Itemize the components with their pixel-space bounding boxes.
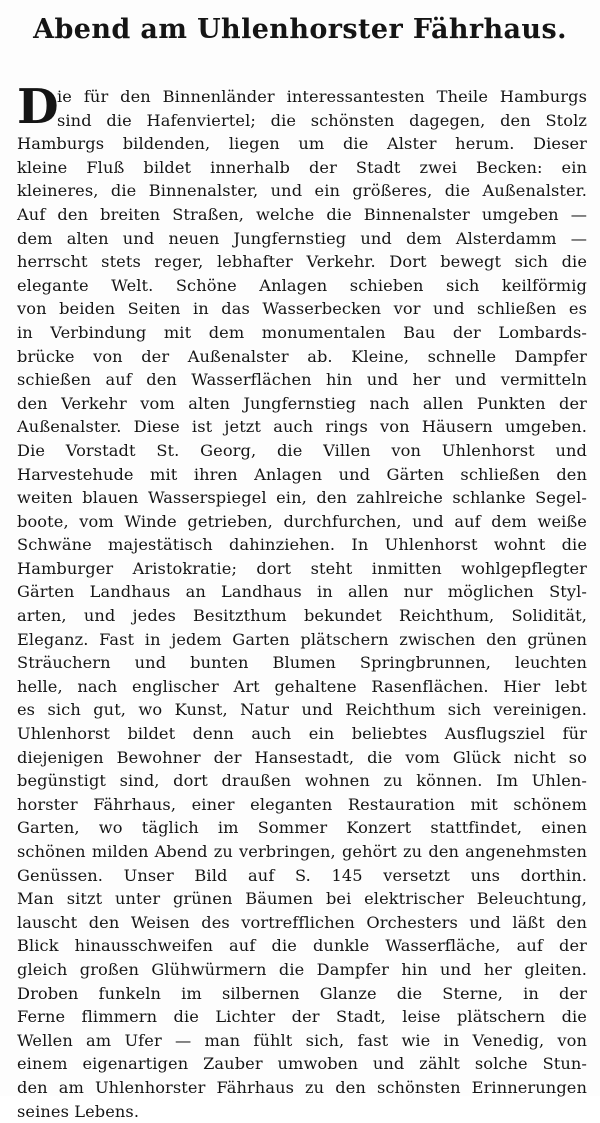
- text-line: Garten, wo täglich im Sommer Konzert stattfindet, einen: [17, 818, 587, 838]
- article-title: Abend am Uhlenhorster Fährhaus.: [33, 14, 567, 45]
- text-line: Man sitzt unter grünen Bäumen bei elektrischer Beleuchtung,: [17, 889, 587, 909]
- text-line: Eleganz. Fast in jedem Garten plätschern zwischen den grünen: [17, 629, 587, 649]
- text-line: Wellen am Ufer — man fühlt sich, fast wie in Venedig, von: [17, 1030, 587, 1050]
- text-line: Ferne flimmern die Lichter der Stadt, leise plätschern die: [17, 1007, 587, 1027]
- article-body: [17, 79, 587, 1123]
- text-line: herrscht stets reger, lebhafter Verkehr. Dort bewegt sich die: [17, 252, 587, 272]
- text-line: schönen milden Abend zu verbringen, gehört zu den angenehmsten: [17, 842, 587, 861]
- text-line: Droben funkeln im silbernen Glanze die Sterne, in der: [17, 983, 587, 1003]
- text-line: ie für den Binnenländer interessantesten Theile Hamburgs: [57, 87, 587, 106]
- text-line: einem eigenartigen Zauber umwoben und zählt solche Stun-: [17, 1054, 587, 1074]
- text-line: Hamburgs bildenden, liegen um die Alster herum. Dieser: [17, 134, 587, 154]
- text-line: Genüssen. Unser Bild auf S. 145 versetzt uns dorthin.: [17, 865, 587, 885]
- text-line: den am Uhlenhorster Fährhaus zu den schönsten Erinnerungen: [17, 1077, 587, 1097]
- text-line: Schwäne majestätisch dahinziehen. In Uhlenhorst wohnt die: [17, 535, 587, 555]
- text-line: schießen auf den Wasserflächen hin und her und vermitteln: [17, 370, 587, 390]
- text-line: kleineres, die Binnenalster, und ein größeres, die Außenalster.: [17, 181, 587, 201]
- text-line: gleich großen Glühwürmern die Dampfer hin und her gleiten.: [17, 959, 587, 979]
- text-line: boote, vom Winde getrieben, durchfurchen, und auf dem weiße: [17, 511, 587, 531]
- text-line: Die Vorstadt St. Georg, die Villen von Uhlenhorst und: [17, 440, 587, 460]
- text-line: seines Lebens.: [17, 1101, 140, 1121]
- text-line: dem alten und neuen Jungfernstieg und dem Alsterdamm —: [17, 228, 587, 248]
- text-line: es sich gut, wo Kunst, Natur und Reichthum sich vereinigen.: [17, 700, 587, 720]
- text-line: Harvestehude mit ihren Anlagen und Gärten schließen den: [17, 464, 587, 484]
- text-line: von beiden Seiten in das Wasserbecken vor und schließen es: [17, 299, 587, 319]
- text-line: Außenalster. Diese ist jetzt auch rings von Häusern umgeben.: [17, 417, 587, 437]
- text-line: Gärten Landhaus an Landhaus in allen nur möglichen Styl-: [17, 582, 587, 602]
- drop-cap: D: [17, 79, 59, 135]
- text-line: Sträuchern und bunten Blumen Springbrunnen, leuchten: [17, 653, 587, 673]
- text-line: begünstigt sind, dort draußen wohnen zu können. Im Uhlen-: [17, 771, 587, 791]
- text-line: lauscht den Weisen des vortrefflichen Orchesters und läßt den: [17, 912, 587, 932]
- text-line: elegante Welt. Schöne Anlagen schieben sich keilförmig: [17, 275, 587, 295]
- text-line: Blick hinausschweifen auf die dunkle Wasserfläche, auf der: [17, 936, 587, 956]
- text-line: kleine Fluß bildet innerhalb der Stadt zwei Becken: ein: [17, 157, 587, 177]
- text-line: weiten blauen Wasserspiegel ein, den zahlreiche schlanke Segel-: [17, 488, 587, 508]
- text-line: horster Fährhaus, einer eleganten Restauration mit schönem: [17, 794, 587, 814]
- text-line: sind die Hafenviertel; die schönsten dagegen, den Stolz: [57, 110, 587, 130]
- text-line: arten, und jedes Besitzthum bekundet Reichthum, Solidität,: [17, 606, 587, 626]
- text-line: diejenigen Bewohner der Hansestadt, die vom Glück nicht so: [17, 747, 587, 767]
- text-line: helle, nach englischer Art gehaltene Rasenflächen. Hier lebt: [17, 676, 587, 696]
- text-line: Uhlenhorst bildet denn auch ein beliebtes Ausflugsziel für: [17, 724, 587, 744]
- text-line: brücke von der Außenalster ab. Kleine, schnelle Dampfer: [17, 346, 587, 366]
- text-line: Auf den breiten Straßen, welche die Binnenalster umgeben —: [17, 204, 587, 224]
- text-line: den Verkehr vom alten Jungfernstieg nach allen Punkten der: [17, 393, 587, 413]
- text-line: in Verbindung mit dem monumentalen Bau der Lombards-: [17, 322, 587, 342]
- text-line: Hamburger Aristokratie; dort steht inmitten wohlgepflegter: [17, 558, 587, 578]
